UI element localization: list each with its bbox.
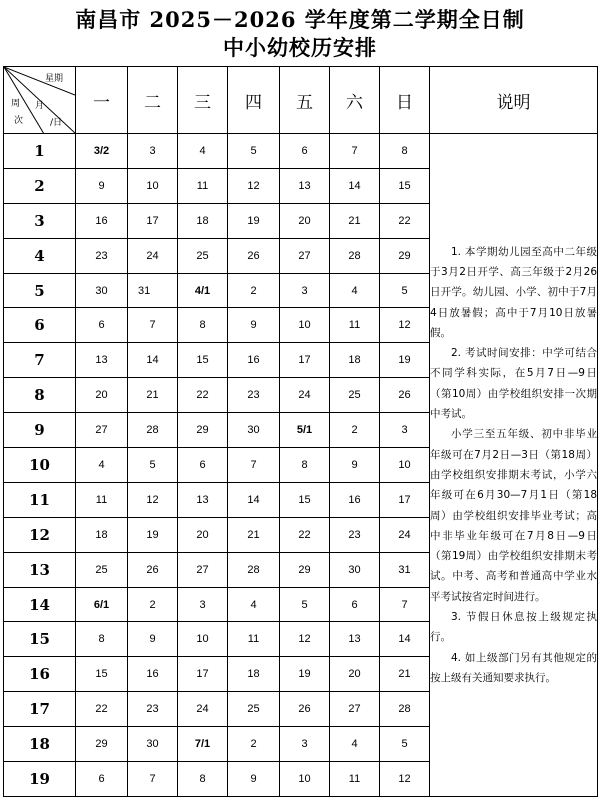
date-cell: 30 (128, 727, 178, 762)
date-cell: 24 (380, 517, 430, 552)
date-cell: 2 (228, 273, 280, 308)
date-cell: 15 (76, 657, 128, 692)
week-number: 18 (4, 727, 76, 762)
date-cell: 15 (178, 343, 228, 378)
date-cell: 5 (280, 587, 330, 622)
date-cell: 23 (228, 378, 280, 413)
corner-header-cell (4, 67, 76, 134)
date-cell: 24 (128, 238, 178, 273)
day-header-wed: 三 (178, 67, 228, 134)
date-cell: 26 (380, 378, 430, 413)
date-cell: 19 (380, 343, 430, 378)
date-cell: 28 (330, 238, 380, 273)
date-cell: 2 (228, 727, 280, 762)
date-cell: 16 (330, 482, 380, 517)
week-number: 19 (4, 762, 76, 797)
explain-header: 说明 (430, 67, 598, 134)
date-cell: 3 (280, 273, 330, 308)
date-cell: 11 (330, 762, 380, 797)
date-cell: 10 (178, 622, 228, 657)
date-cell: 18 (330, 343, 380, 378)
date-cell: 13 (178, 482, 228, 517)
date-cell: 4 (228, 587, 280, 622)
date-cell: 27 (76, 413, 128, 448)
date-cell: 20 (76, 378, 128, 413)
date-cell: 5 (380, 727, 430, 762)
day-header-sun: 日 (380, 67, 430, 134)
date-cell: 23 (128, 692, 178, 727)
date-cell: 19 (228, 203, 280, 238)
day-header-tue: 二 (128, 67, 178, 134)
date-cell: 25 (178, 238, 228, 273)
date-cell: 19 (128, 517, 178, 552)
date-cell: 10 (380, 448, 430, 483)
date-cell: 30 (228, 413, 280, 448)
date-cell: 25 (330, 378, 380, 413)
date-cell: 7 (128, 762, 178, 797)
date-cell: 7/1 (178, 727, 228, 762)
date-cell: 8 (280, 448, 330, 483)
date-cell: 7 (380, 587, 430, 622)
date-cell: 5 (380, 273, 430, 308)
week-number: 6 (4, 308, 76, 343)
week-row (4, 134, 598, 169)
date-cell: 13 (330, 622, 380, 657)
date-cell: 3 (280, 727, 330, 762)
date-cell: 20 (178, 517, 228, 552)
date-cell: 16 (76, 203, 128, 238)
date-cell: 21 (330, 203, 380, 238)
date-cell: 17 (178, 657, 228, 692)
note-paragraph: 小学三至五年级、初中非毕业年级可在7月2日—3日（第18周）由学校组织安排期末考试，小学六年级可在6月30—7月1日（第18周）由学校组织安排毕业考试；高中非毕业年级可在7月8日—9日（第19周）由学校组织安排期末考试。中考、高考和普通高中学业水平考试按省定时间进行。 (430, 428, 597, 603)
date-cell: 3 (380, 413, 430, 448)
week-number: 13 (4, 552, 76, 587)
date-cell: 7 (228, 448, 280, 483)
date-cell: 8 (178, 308, 228, 343)
date-cell: 29 (76, 727, 128, 762)
date-cell: 3 (178, 587, 228, 622)
date-cell: 9 (228, 308, 280, 343)
date-cell: 21 (128, 378, 178, 413)
school-calendar-table (3, 66, 598, 797)
date-cell: 9 (228, 762, 280, 797)
date-cell: 8 (178, 762, 228, 797)
date-cell: 18 (228, 657, 280, 692)
date-cell: 19 (280, 657, 330, 692)
date-cell: 14 (228, 482, 280, 517)
date-cell: 25 (76, 552, 128, 587)
date-cell: 22 (380, 203, 430, 238)
date-cell: 22 (280, 517, 330, 552)
week-number: 1 (4, 134, 76, 169)
date-cell: 26 (128, 552, 178, 587)
date-cell: 26 (228, 238, 280, 273)
date-cell: 20 (330, 657, 380, 692)
date-cell: 24 (280, 378, 330, 413)
note-paragraph: 3. 节假日休息按上级规定执行。 (430, 611, 597, 644)
notes-panel (430, 134, 598, 797)
date-cell: 12 (128, 482, 178, 517)
date-cell: 29 (178, 413, 228, 448)
date-cell: 6 (76, 308, 128, 343)
date-cell: 17 (280, 343, 330, 378)
date-cell: 31 (380, 552, 430, 587)
date-cell: 29 (280, 552, 330, 587)
date-cell: 12 (228, 168, 280, 203)
date-cell: 13 (280, 168, 330, 203)
date-cell: 11 (228, 622, 280, 657)
day-header-mon: 一 (76, 67, 128, 134)
date-cell: 30 (76, 273, 128, 308)
date-cell: 10 (280, 762, 330, 797)
header-row (4, 67, 598, 134)
date-cell: 28 (128, 413, 178, 448)
date-cell: 21 (228, 517, 280, 552)
date-cell: 23 (330, 517, 380, 552)
date-cell: 7 (330, 134, 380, 169)
week-number: 15 (4, 622, 76, 657)
date-cell: 22 (178, 378, 228, 413)
date-cell: 6/1 (76, 587, 128, 622)
date-cell: 18 (178, 203, 228, 238)
date-cell: 16 (228, 343, 280, 378)
date-cell: 9 (128, 622, 178, 657)
date-cell: 27 (330, 692, 380, 727)
week-number: 16 (4, 657, 76, 692)
date-cell: 12 (380, 762, 430, 797)
date-cell: 14 (380, 622, 430, 657)
date-cell: 21 (380, 657, 430, 692)
date-cell: 13 (76, 343, 128, 378)
date-cell: 28 (228, 552, 280, 587)
date-cell: 9 (330, 448, 380, 483)
week-number: 4 (4, 238, 76, 273)
date-cell: 15 (380, 168, 430, 203)
day-header-fri: 五 (280, 67, 330, 134)
date-cell: 5 (228, 134, 280, 169)
date-cell: 6 (330, 587, 380, 622)
date-cell: 4 (76, 448, 128, 483)
date-cell: 6 (280, 134, 330, 169)
week-number: 14 (4, 587, 76, 622)
date-cell: 20 (280, 203, 330, 238)
date-cell: 4/1 (178, 273, 228, 308)
week-number: 3 (4, 203, 76, 238)
date-cell: 17 (380, 482, 430, 517)
date-cell: 23 (76, 238, 128, 273)
date-cell: 16 (128, 657, 178, 692)
date-cell: 2 (128, 587, 178, 622)
date-cell: 27 (178, 552, 228, 587)
date-cell: 31 (128, 273, 178, 308)
date-cell: 12 (280, 622, 330, 657)
week-number: 17 (4, 692, 76, 727)
date-cell: 28 (380, 692, 430, 727)
date-cell: 11 (76, 482, 128, 517)
date-cell: 10 (280, 308, 330, 343)
date-cell: 11 (330, 308, 380, 343)
note-paragraph: 1. 本学期幼儿园至高中二年级于3月2日开学、高三年级于2月26日开学。幼儿园、小学、初中于7月4日放暑假；高中于7月10日放暑假。 (430, 245, 597, 339)
date-cell: 7 (128, 308, 178, 343)
corner-label-weekday: 星期 (45, 74, 64, 84)
date-cell: 15 (280, 482, 330, 517)
date-cell: 3/2 (76, 134, 128, 169)
date-cell: 4 (330, 273, 380, 308)
date-cell: 18 (76, 517, 128, 552)
date-cell: 4 (330, 727, 380, 762)
note-paragraph: 4. 如上级部门另有其他规定的按上级有关通知要求执行。 (430, 651, 597, 684)
page-subtitle: 中小幼校历安排 (223, 35, 377, 60)
date-cell: 11 (178, 168, 228, 203)
week-number: 7 (4, 343, 76, 378)
date-cell: 14 (128, 343, 178, 378)
week-number: 12 (4, 517, 76, 552)
date-cell: 5/1 (280, 413, 330, 448)
date-cell: 17 (128, 203, 178, 238)
date-cell: 8 (76, 622, 128, 657)
week-number: 9 (4, 413, 76, 448)
date-cell: 14 (330, 168, 380, 203)
note-paragraph: 2. 考试时间安排：中学可结合不同学科实际，在5月7日—9日（第10周）由学校组织安排一次期中考试。 (430, 347, 597, 421)
page-title: 南昌市 2025－2026 学年度第二学期全日制 (75, 7, 525, 32)
date-cell: 6 (178, 448, 228, 483)
date-cell: 30 (330, 552, 380, 587)
week-number: 5 (4, 273, 76, 308)
date-cell: 9 (76, 168, 128, 203)
date-cell: 22 (76, 692, 128, 727)
week-number: 10 (4, 448, 76, 483)
date-cell: 27 (280, 238, 330, 273)
week-number: 2 (4, 168, 76, 203)
date-cell: 29 (380, 238, 430, 273)
date-cell: 5 (128, 448, 178, 483)
date-cell: 6 (76, 762, 128, 797)
date-cell: 10 (128, 168, 178, 203)
date-cell: 4 (178, 134, 228, 169)
day-header-thu: 四 (228, 67, 280, 134)
week-number: 11 (4, 482, 76, 517)
date-cell: 12 (380, 308, 430, 343)
date-cell: 3 (128, 134, 178, 169)
date-cell: 2 (330, 413, 380, 448)
date-cell: 26 (280, 692, 330, 727)
corner-label-month: 月 (35, 101, 45, 111)
corner-label-order: 次 (14, 116, 24, 126)
corner-label-day: /日 (50, 118, 63, 128)
day-header-sat: 六 (330, 67, 380, 134)
date-cell: 24 (178, 692, 228, 727)
corner-label-week: 周 (11, 99, 21, 109)
week-number: 8 (4, 378, 76, 413)
date-cell: 25 (228, 692, 280, 727)
date-cell: 8 (380, 134, 430, 169)
